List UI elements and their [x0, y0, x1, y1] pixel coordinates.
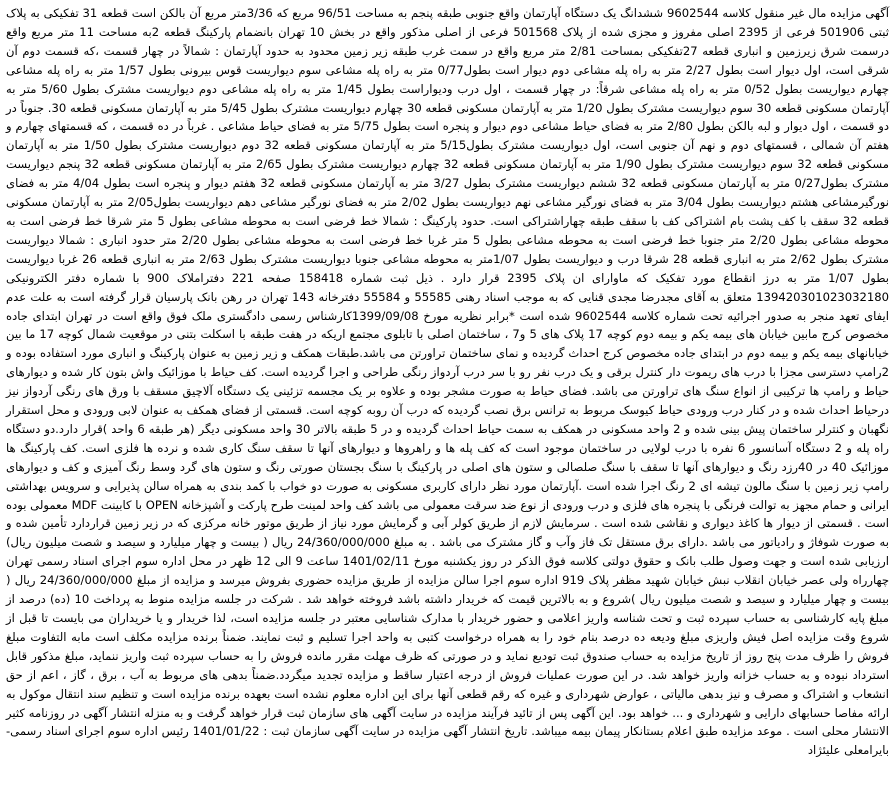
notice-body-text: آگهی مزایده مال غیر منقول کلاسه 9602544 ششدانگ یک دستگاه آپارتمان واقع جنوبی طبقه پنجم به مساحت 96/51 مربع که 3/36متر مربع آن بالکن است قطعه 31 تفکیکی به پلاک ثبتی 501906 فرعی از 2395 اصلی مفروز و مجزی شده از پلاک 501568 فرعی از اصلی مذکور واقع در بخش 10 تهران بانضمام پارکینگ قطعه 2به مساحت 11 متر مربع واقع درسمت شرق زیرزمین و انباری قطعه 27تفکیکی بمساحت 2/81 متر مربع واقع در سمت غرب طبقه زیر زمین محدود به حدود آپارتمان : شمالاً در چهار قسمت ،که قسمت دوم آن شرقی است، اول دیوار است بطول 2/27 متر به راه پله مشاعی دوم دیوار است بطول0/77 متر به راه پله مشاعی سوم دیواریست قوس بیرونی بطول 1/57 متر به راه پله مشاعی چهارم دیواریست بطول 0/52 متر به راه پله مشاعی شرقاً: در چهار قسمت ، اول درب ودیواراست بطول 1/45 متر به راه پله مشاعی دوم دیواریست مشترک بطول 5/60 متر به آپارتمان مسکونی قطعه 30 سوم دیواریست مشترک بطول 1/20 متر به آپارتمان مسکونی قطعه 30 چهارم دیواریست مشترک بطول 5/45 متر به آپارتمان مسکونی قطعه 30. جنوباً در دو قسمت ، اول دیوار و لبه بالکن بطول 2/80 متر به فضای حیاط مشاعی دوم دیوار و پنجره است بطول 5/75 متر به فضای حیاط مشاعی . غرباً در ده قسمت ، که قسمتهای چهارم و هفتم آن شمالی ، قسمتهای دوم و نهم آن جنوبی است، اول دیواریست مشترک بطول5/15 متر به آپارتمان مسکونی قطعه 32 دوم دیواریست مشترک بطول 1/50 متر به آپارتمان مسکونی قطعه 32 سوم دیواریست مشترک بطول 1/90 متر به آپارتمان مسکونی قطعه 32 چهارم دیواریست مشترک بطول 2/65 متر به آپارتمان مسکونی قطعه 32 پنجم دیواریست مشترک بطول0/27 متر به آپارتمان مسکونی قطعه 32 ششم دیواریست مشترک بطول 3/27 متر به آپارتمان مسکونی قطعه 32 هفتم دیوار و پنجره است بطول 4/04 متر به فضای نورگیرمشاعی هشتم دیواریست بطول 3/04 متر به فضای نورگیر مشاعی نهم دیواریست بطول 2/02 متر به فضای نورگیر مشاعی دهم دیواریست بطول2/05 متر به آپارتمان مسکونی قطعه 32 سقف با کف پشت بام اشتراکی کف با سقف طبقه چهاراشتراکی است. حدود پارکینگ : شمالا خط فرضی است به محوطه مشاعی بطول 5 متر شرقا خط فرضی است به محوطه مشاعی بطول 2/20 متر جنوبا خط فرضی است به محوطه مشاعی بطول 5 متر غربا خط فرضی است به محوطه مشاعی بطول 2/20 متر حدود انباری : شمالا دیواریست مشترک بطول 2/62 متر به انباری قطعه 28 شرقا درب و دیواریست بطول 1/07متر به محوطه مشاعی جنوبا دیواریست مشترک بطول 2/63 متر به انباری قطعه 26 غربا دیواریست بطول 1/07 متر به درز انقطاع مورد تفکیک که ماوارای ان پلاک 2395 قرار دارد . ذیل ثبت شماره 158418 صفحه 221 دفتراملاک 900 با شماره دفتر الکترونیکی 139420301023032180 متعلق به آقای مجدرضا مجدی قنایی که به موجب اسناد رهنی 55585 و 55584 دفترخانه 143 تهران در رهن بانک پارسیان قرار گرفته است به علت عدم ایفای تعهد منجر به صدور اجرائیه تحت شماره کلاسه 9602544 شده است *برابر نظریه مورخ 1399/09/08کارشناس رسمی دادگستری ملک فوق واقع است در تهران ابتدای جاده مخصوص کرج مابین خیابان های بیمه یکم و بیمه دوم کوچه 17 پلاک های 5 و7 ، ساختمان اصلی با تابلوی مجتمع اریکه در هفت طبقه با اسکلت بتنی در موقعیت شمال کوچه 17 ما بین خیابانهای بیمه یکم و بیمه دوم در ابتدای جاده مخصوص کرج احداث گردیده و نمای ساختمان تراورتن می باشد.طبقات همکف و زیر زمین به عنوان پارکینگ و انباری مورد استفاده بوده و 2رامپ دسترسی مجزا با درب های ریموت دار کنترل برقی و یک درب نفر رو با سر درب آردواز رنگی طراحی و اجرا گردیده است. کف حیاط با موزائیک واش بتون کار شده و دیوارهای حیاط و رامپ ها ترکیبی از انواع سنگ های تراورتن می باشد. فضای حیاط به صورت مشجر بوده و علاوه بر یک مجسمه تزئینی یک دستگاه آلاچیق مسقف با ورق های رنگی آردواز نیز درحیاط احداث شده و در کنار درب ورودی حیاط کیوسک مربوط به ترانس برق نصب گردیده که درب آن روبه کوچه است. قسمتی از فضای همکف به عنوان لابی ورودی و محل استقرار نگهبان و کنترلر ساختمان پیش بینی شده و 2 واحد مسکونی در همکف به سمت حیاط احداث گردیده و در 5 طبقه بالاتر 30 واحد مسکونی دیگر (هر طبقه 6 واحد )قرار دارد.دو دستگاه راه پله و 2 دستگاه آسانسور 6 نفره با درب لولایی در ساختمان موجود است که کف پله ها و راهروها و دیوارهای آنها تا سقف سنگ کاری شده و نرده ها فلزی است. کف پارکینگ ها موزائیک 40 در 40رزد رنگ و دیوارهای آنها تا سقف با سنگ صلصالی و ستون های اصلی در پارکینگ با سنگ بجستان صورتی رنگ و ستون های گرد وسط رنگ آمیزی و کف و دیوارهای رامپ زیر زمین با سنگ مالون تیشه ای 2 رنگ اجرا شده است .آپارتمان مورد نظر دارای کاربری مسکونی به صورت دو خواب با کمد بندی به همراه سالن پذیرایی و سرویس بهداشتی ایرانی و حمام مجهز به توالت فرنگی با پنجره های فلزی و درب ورودی از نوع ضد سرقت معمولی می باشد کف واحد لمینت طرح پارکت و آشپزخانه OPEN با کابینت MDF معمولی بوده است . قسمتی از دیوار ها کاغذ دیواری و نقاشی شده است . سرمایش لازم از طریق کولر آبی و گرمایش مورد نیاز از طریق موتور خانه مرکزی که در زیر زمین قراردارد تأمین شده و به صورت شوفاژ و رادیاتور می باشد .دارای برق مستقل تک فاز وآب و گاز مشترک می باشد . به مبلغ 24/360/000/000 ریال ( بیست و چهار میلیارد و سیصد و شصت میلیون ریال) ارزیابی شده است و جهت وصول طلب بانک و حقوق دولتی کلاسه فوق الذکر در روز یکشنبه مورخ 1401/02/11 ساعت 9 الی 12 ظهر در محل اداره سوم اجرای اسناد رسمی تهران چهارراه ولی عصر خیابان انقلاب نبش خیابان شهید مظفر پلاک 919 اداره سوم اجرا سالن مزایده از طریق مزایده حضوری بفروش میرسد و مزایده از مبلغ 24/360/000/000 ریال ( بیست و چهار میلیارد و سیصد و شصت میلیون ریال )شروع و به بالاترین قیمت که خریدار داشته باشد فروخته خواهد شد . شرکت در جلسه مزایده منوط به پرداخت 10 (ده) درصد از مبلغ پایه کارشناسی به حساب سپرده ثبت و تحت شناسه واریز اعلامی و حضور خریدار با مدارک شناسایی معتبر در جلسه مزایده است، لذا خریدار و یا خریداران می بایست تا قبل از شروع وقت مزایده اصل فیش واریزی مبلغ ودیعه ده درصد بنام خود را به همراه درخواست کتبی به واحد اجرا تسلیم و ثبت نمایند. ضمناً برنده مزایده مکلف است مابه التفاوت مبلغ فروش را ظرف مدت پنج روز از تاریخ مزایده به حساب صندوق ثبت تودیع نماید و در صورتی که ظرف مهلت مقرر مانده فروش را به حساب سپرده ثبت واریز ننماید، مبلغ مذکور قابل استرداد نبوده و به حساب خزانه واریز خواهد شد. در این صورت عملیات فروش از درجه اعتبار ساقط و مزایده تجدید میگردد.ضمناً بدهی های مربوط به آب ، برق ، گاز ، اعم از حق انشعاب و اشتراک و مصرف و نیز بدهی مالیاتی ، عوارض شهرداری و غیره که رقم قطعی آنها برای این اداره معلوم نشده است بعهده برنده مزایده است و تنظیم سند انتقال موکول به ارائه مفاصا حسابهای دارایی و شهرداری و ... خواهد بود. این آگهی پس از تائید فرآیند مزایده در سایت آگهی های سازمان ثبت قرار خواهد گرفت و به منزله انتشار آگهی در روزنامه کثیر الانتشار محلی است . موعد مزایده طبق اعلام بستانکار پیمان بیمه میباشد. تاریخ انتشار آگهی مزایده در سایت آگهی سازمان ثبت : 1401/01/22 رئیس اداره سوم اجرای اسناد رسمی- بایرامعلی علیئژاد [6, 6, 890, 758]
